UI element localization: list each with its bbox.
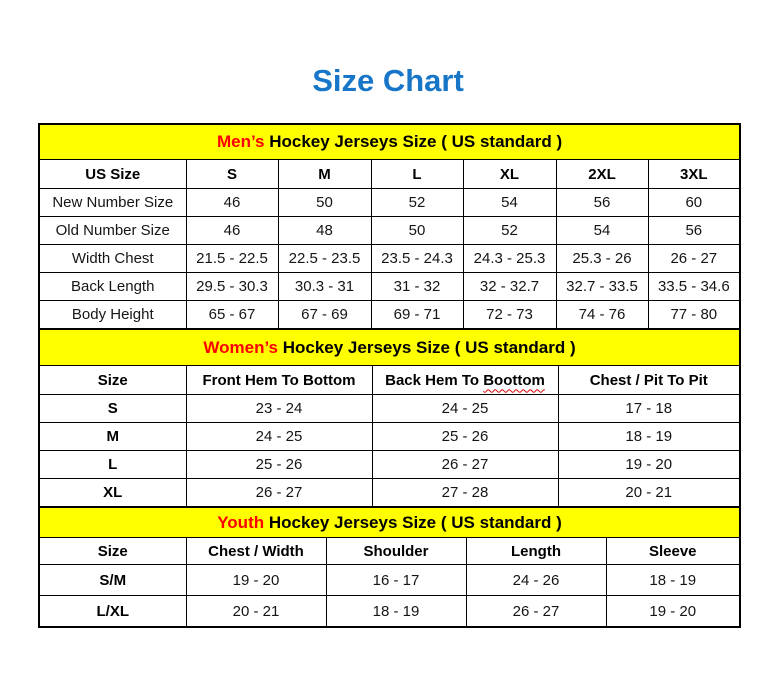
- womens-size-table: [38, 328, 741, 508]
- youth-banner-row: [39, 507, 740, 538]
- womens-header-row: [39, 366, 740, 395]
- data-cell: 24 - 25: [186, 423, 372, 451]
- data-cell: 27 - 28: [372, 479, 558, 508]
- data-cell: 17 - 18: [558, 395, 740, 423]
- data-cell: 20 - 21: [558, 479, 740, 508]
- data-cell: 16 - 17: [326, 565, 466, 596]
- data-cell: 24 - 25: [372, 395, 558, 423]
- youth-banner: [39, 507, 740, 538]
- data-cell: 22.5 - 23.5: [278, 245, 371, 273]
- data-cell: 23 - 24: [186, 395, 372, 423]
- header-cell: Front Hem To Bottom: [186, 366, 372, 395]
- youth-banner-text: Hockey Jerseys Size ( US standard ): [264, 512, 562, 532]
- data-cell: 26 - 27: [186, 479, 372, 508]
- womens-banner: [39, 329, 740, 366]
- data-cell: 19 - 20: [558, 451, 740, 479]
- mens-header-row: [39, 160, 740, 189]
- data-cell: 18 - 19: [326, 596, 466, 628]
- data-cell: 26 - 27: [466, 596, 606, 628]
- row-label-cell: Back Length: [39, 273, 186, 301]
- data-cell: 23.5 - 24.3: [371, 245, 463, 273]
- data-cell: 74 - 76: [556, 301, 648, 330]
- data-cell: 26 - 27: [372, 451, 558, 479]
- row-label-cell: New Number Size: [39, 189, 186, 217]
- data-cell: 54: [463, 189, 556, 217]
- youth-banner-highlight: Youth: [217, 512, 265, 532]
- table-row: [39, 565, 740, 596]
- data-cell: 72 - 73: [463, 301, 556, 330]
- header-cell: Shoulder: [326, 538, 466, 565]
- data-cell: 25 - 26: [186, 451, 372, 479]
- table-row: [39, 395, 740, 423]
- size-label-cell: S/M: [39, 565, 186, 596]
- data-cell: 29.5 - 30.3: [186, 273, 278, 301]
- data-cell: 50: [371, 217, 463, 245]
- table-row: [39, 423, 740, 451]
- header-cell: US Size: [39, 160, 186, 189]
- header-cell: [372, 366, 558, 395]
- data-cell: 77 - 80: [648, 301, 740, 330]
- data-cell: 54: [556, 217, 648, 245]
- youth-header-row: [39, 538, 740, 565]
- data-cell: 48: [278, 217, 371, 245]
- data-cell: 50: [278, 189, 371, 217]
- table-row: [39, 273, 740, 301]
- table-row: [39, 189, 740, 217]
- header-cell: Length: [466, 538, 606, 565]
- womens-banner-row: [39, 329, 740, 366]
- size-label-cell: L/XL: [39, 596, 186, 628]
- data-cell: 65 - 67: [186, 301, 278, 330]
- header-cell: 3XL: [648, 160, 740, 189]
- data-cell: 46: [186, 217, 278, 245]
- header-cell: Chest / Width: [186, 538, 326, 565]
- data-cell: 69 - 71: [371, 301, 463, 330]
- size-label-cell: XL: [39, 479, 186, 508]
- data-cell: 32.7 - 33.5: [556, 273, 648, 301]
- size-chart: [38, 123, 739, 628]
- youth-size-table: [38, 506, 741, 628]
- data-cell: 25 - 26: [372, 423, 558, 451]
- mens-size-table: [38, 123, 741, 330]
- data-cell: 67 - 69: [278, 301, 371, 330]
- size-label-cell: S: [39, 395, 186, 423]
- row-label-cell: Width Chest: [39, 245, 186, 273]
- data-cell: 46: [186, 189, 278, 217]
- page-title: Size Chart: [312, 63, 464, 98]
- data-cell: 52: [371, 189, 463, 217]
- data-cell: 18 - 19: [606, 565, 740, 596]
- header-cell: L: [371, 160, 463, 189]
- data-cell: 25.3 - 26: [556, 245, 648, 273]
- header-cell: Size: [39, 366, 186, 395]
- table-row: [39, 245, 740, 273]
- header-cell-text: Back Hem To: [385, 371, 484, 389]
- data-cell: 33.5 - 34.6: [648, 273, 740, 301]
- size-label-cell: M: [39, 423, 186, 451]
- data-cell: 52: [463, 217, 556, 245]
- header-cell: XL: [463, 160, 556, 189]
- data-cell: 31 - 32: [371, 273, 463, 301]
- table-row: [39, 479, 740, 508]
- size-label-cell: L: [39, 451, 186, 479]
- data-cell: 24 - 26: [466, 565, 606, 596]
- row-label-cell: Body Height: [39, 301, 186, 330]
- table-row: [39, 301, 740, 330]
- data-cell: 26 - 27: [648, 245, 740, 273]
- womens-banner-text: Hockey Jerseys Size ( US standard ): [278, 337, 576, 357]
- header-cell: 2XL: [556, 160, 648, 189]
- table-row: [39, 451, 740, 479]
- table-row: [39, 217, 740, 245]
- header-cell: S: [186, 160, 278, 189]
- row-label-cell: Old Number Size: [39, 217, 186, 245]
- header-cell: Size: [39, 538, 186, 565]
- data-cell: 60: [648, 189, 740, 217]
- mens-banner-highlight: Men’s: [216, 132, 265, 151]
- mens-banner: [39, 124, 740, 160]
- data-cell: 56: [556, 189, 648, 217]
- header-cell: Sleeve: [606, 538, 740, 565]
- data-cell: 21.5 - 22.5: [186, 245, 278, 273]
- data-cell: 56: [648, 217, 740, 245]
- mens-banner-text: Hockey Jerseys Size ( US standard ): [264, 132, 563, 151]
- header-cell: M: [278, 160, 371, 189]
- data-cell: 30.3 - 31: [278, 273, 371, 301]
- misspelled-word: Boottom: [483, 371, 545, 389]
- header-cell: Chest / Pit To Pit: [558, 366, 740, 395]
- mens-banner-row: [39, 124, 740, 160]
- data-cell: 20 - 21: [186, 596, 326, 628]
- womens-banner-highlight: Women’s: [203, 337, 278, 357]
- table-row: [39, 596, 740, 628]
- data-cell: 19 - 20: [186, 565, 326, 596]
- data-cell: 19 - 20: [606, 596, 740, 628]
- data-cell: 32 - 32.7: [463, 273, 556, 301]
- data-cell: 24.3 - 25.3: [463, 245, 556, 273]
- data-cell: 18 - 19: [558, 423, 740, 451]
